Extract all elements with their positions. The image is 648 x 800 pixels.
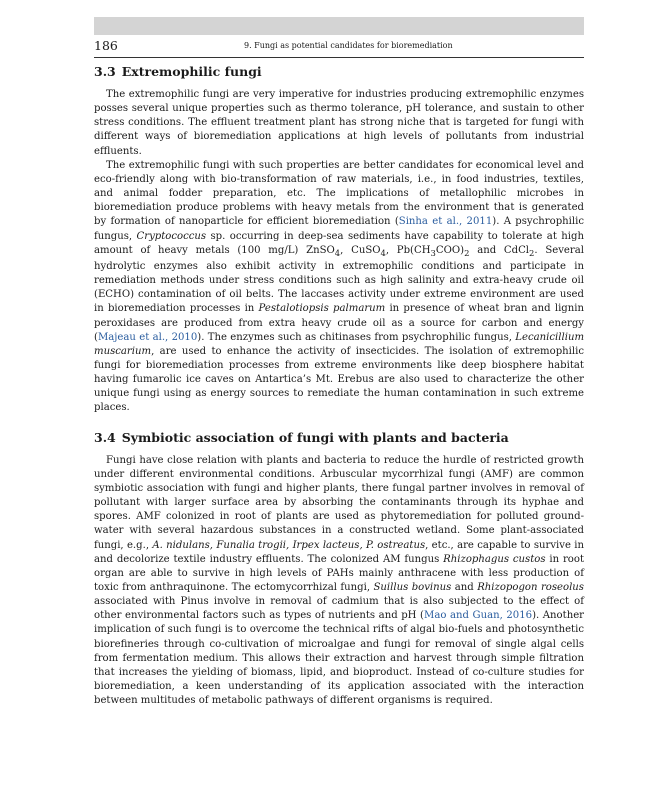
header-band [94,17,584,35]
page-header [94,38,584,54]
citation-link[interactable]: Sinha et al., 2011 [398,216,493,228]
species-name: Lecanicillium muscarium [94,331,585,357]
section-heading-3-3 [94,64,584,80]
section-title: Symbiotic association of fungi with plants and bacteria [121,429,509,445]
section-number: 3.3 [94,64,116,79]
page-body [94,64,584,708]
paragraph: The extremophilic fungi with such properties are better candidates for economical level and eco-friendly along with bio-transformation of raw materials, i.e., in food industries, textiles, and animal fodder preparation, etc. The implications of metallophilic microbes in bioremediation produce problems with heavy metals from the environment that is generated by formation of nanoparticle for efficient bioremediation (Sinha et al., 2011). A psychrophilic fungus, Cryptococcus sp. occurring in deep-sea sediments have capability to tolerate at high amount of heavy metals (100 mg/L) ZnSO$_4$, CuSO$_4$, $Pb(CH_3COO)_2$ and CdCl$_2$. Several hydrolytic enzymes also exhibit activity in extremophilic conditions and participate in remediation methods under stress conditions such as high salinity and extra-heavy crude oil (ECHO) contamination of oil belts. The laccases activity under extreme environment are used in bioremediation processes in Pestalotiopsis palmarum in presence of wheat bran and lignin peroxidases are produced from extra heavy crude oil as a source for carbon and energy (Majeau et al., 2010). The enzymes such as chitinases from psychrophilic fungus, Lecanicillium muscarium, are used to enhance the activity of insecticides. The isolation of extremophilic fungi for bioremediation processes from extreme environments like deep biosphere habitat having fumarolic ice caves on Antartica’s Mt. Erebus are also used to characterize the other unique fungi using as energy sources to remediate the human contamination in such extreme places. [94,159,585,414]
section-title: Extremophilic fungi [121,64,262,79]
page-number: 186 [94,38,118,53]
species-name: A. nidulans, Funalia trogii, Irpex lacteus, P. ostreatus [152,539,426,551]
species-name: Suillus bovinus [373,582,452,594]
paragraph: The extremophilic fungi are very imperative for industries producing extremophilic enzymes posses several unique properties such as thermo tolerance, pH tolerance, and sustain to other stress conditions. The effluent treatment plant has strong niche that is targeted for fungi with different ways of bioremediation applications at high levels of pollutants from industrial effluents. [94,89,584,157]
running-head: 9. Fungi as potential candidates for bioremediation [244,41,453,50]
section-heading-3-4 [94,430,584,446]
citation-link[interactable]: Majeau et al., 2010 [97,331,198,343]
section-number: 3.4 [94,429,116,445]
header-rule [94,57,584,58]
species-name: Rhizopogon roseolus [477,582,584,594]
citation-link[interactable]: Mao and Guan, 2016 [423,610,533,622]
species-name: Cryptococcus [136,230,207,242]
paragraph: Fungi have close relation with plants and bacteria to reduce the hurdle of restricted growth under different environmental conditions. Arbuscular mycorrhizal fungi (AMF) are common symbiotic association with fungi and higher plants, there fungal partner involves in removal of pollutant with larger surface area by absorbing the contaminants through its hyphae and spores. AMF colonized in root of plants are used as phytoremediation for polluted ground-water with several hazardous substances in a constructed wetland. Some plant-associated fungi, e.g., A. nidulans, Funalia trogii, Irpex lacteus, P. ostreatus, etc., are capable to survive in and decolorize textile industry effluents. The colonized AM fungus Rhizophagus custos in root organ are able to survive in high levels of PAHs mainly anthracene with less production of toxic from anthraquinone. The ectomycorrhizal fungi, Suillus bovinus and Rhizopogon roseolus associated with Pinus involve in removal of cadmium that is also subjected to the effect of other environmental factors such as types of nutrients and pH (Mao and Guan, 2016). Another implication of such fungi is to overcome the technical rifts of algal bio-fuels and photosynthetic biorefineries through co-cultivation of microalgae and fungi for removal of single algal cells from fermentation medium. This allows their extraction and harvest through simple filtration that increases the yielding of biomass, lipid, and bioproduct. Instead of co-culture studies for bioremediation, a keen understanding of its application associated with the interaction between multitudes of metabolic pathways of different organisms is required. [94,454,585,707]
species-name: Rhizophagus custos [443,553,546,565]
species-name: Pestalotiopsis palmarum [258,303,386,315]
